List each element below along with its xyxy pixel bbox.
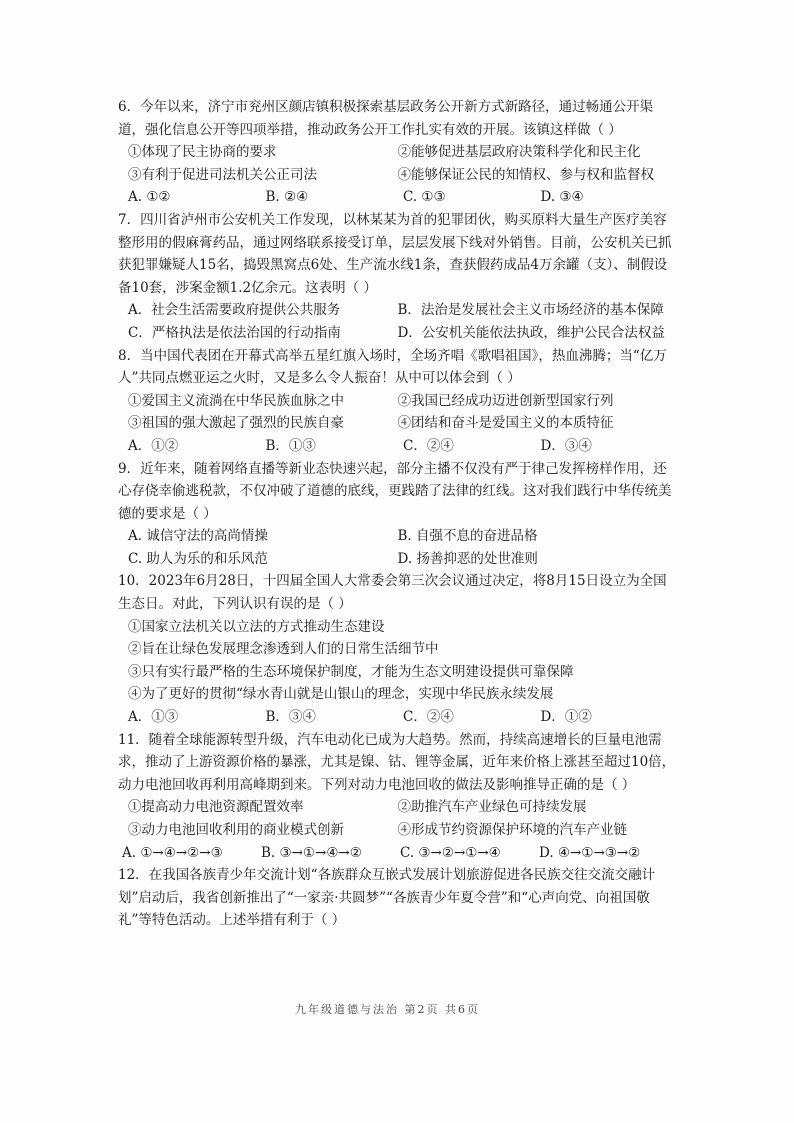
- statement-2: ②能够促进基层政府决策科学化和民主化: [397, 144, 641, 161]
- option-b[interactable]: B．③④: [265, 709, 316, 726]
- option-d[interactable]: D．①②: [540, 709, 592, 726]
- option-c[interactable]: C．②④: [403, 709, 454, 726]
- question-11-statements-row-2: [118, 819, 678, 842]
- statement-2: ②我国已经成功迈进创新型国家行列: [397, 392, 614, 409]
- question-6-stem: 6．今年以来，济宁市兖州区颜店镇积极探索基层政务公开新方式新路径，通过畅通公开渠道，强化信息公开等四项举措，推动政务公开工作扎实有效的开展。该镇这样做（ ）: [118, 99, 654, 138]
- statement-2: ②助推汽车产业绿色可持续发展: [397, 799, 587, 816]
- question-7-options-row-1: [118, 299, 678, 322]
- question-6-options: [118, 186, 678, 209]
- question-7: [118, 209, 678, 299]
- statement-3: ③动力电池回收利用的商业模式创新: [128, 822, 344, 838]
- option-a[interactable]: A. 诚信守法的高尚情操: [128, 528, 268, 545]
- option-b[interactable]: B. 自强不息的奋进品格: [397, 528, 538, 545]
- question-8: [118, 345, 678, 390]
- statement-4: ④为了更好的贯彻“绿水青山就是山银山的理念，实现中华民族永续发展: [128, 686, 554, 703]
- option-c[interactable]: C．②④: [403, 437, 454, 454]
- question-list: [118, 96, 678, 932]
- page-footer: 九年级道德与法治 第2页 共6页: [295, 1003, 480, 1016]
- option-d[interactable]: D. ③④: [540, 189, 584, 206]
- option-c[interactable]: C. 助人为乐的和乐风范: [128, 550, 268, 567]
- question-9-stem: 9．近年来，随着网络直播等新业态快速兴起，部分主播不仅没有严于律己发挥榜样作用，还心存侥幸偷逃税款，不仅冲破了道德的底线，更践踏了法律的红线。这对我们践行中华传统美德的要求是（ ）: [118, 460, 672, 522]
- option-b[interactable]: B．①③: [265, 437, 316, 454]
- option-d[interactable]: D．③④: [540, 437, 592, 454]
- option-c[interactable]: C. ①③: [403, 189, 446, 206]
- statement-4: ④形成节约资源保护环境的汽车产业链: [397, 822, 627, 838]
- option-b[interactable]: B．法治是发展社会主义市场经济的基本保障: [397, 302, 664, 319]
- question-9-options-row-1: [118, 525, 678, 548]
- question-8-options: [118, 435, 678, 458]
- option-d[interactable]: D．公安机关能依法执政，维护公民合法权益: [397, 324, 665, 341]
- question-11: [118, 729, 678, 797]
- statement-1: ①爱国主义流淌在中华民族血脉之中: [128, 392, 344, 409]
- option-a[interactable]: A．社会生活需要政府提供公共服务: [128, 302, 341, 319]
- statement-1: ①提高动力电池资源配置效率: [128, 799, 304, 816]
- statement-3: ③祖国的强大激起了强烈的民族自豪: [128, 415, 344, 432]
- question-10: [118, 570, 678, 615]
- question-6-statements-row-2: [118, 164, 678, 187]
- statement-1: ①国家立法机关以立法的方式推动生态建设: [128, 618, 385, 635]
- question-11-options: [118, 842, 678, 865]
- question-10-stem: 10．2023年6月28日，十四届全国人大常委会第三次会议通过决定，将8月15日设立为全国生态日。对此，下列认识有误的是（ ）: [118, 573, 667, 613]
- option-c[interactable]: C．严格执法是依法治国的行动指南: [128, 324, 341, 341]
- option-a[interactable]: A. ①②: [128, 189, 171, 206]
- statement-2: ②旨在让绿色发展理念渗透到人们的日常生活细节中: [128, 641, 439, 658]
- question-6: [118, 96, 678, 141]
- statement-4: ④团结和奋斗是爱国主义的本质特征: [397, 415, 614, 432]
- question-7-stem: 7．四川省泸州市公安机关工作发现，以林某某为首的犯罪团伙，购买原料大量生产医疗美容整形用的假麻膏药品，通过网络联系接受订单，层层发展下线对外销售。目前，公安机关已抓获犯罪嫌疑人15名，捣毁黑窝点6处、生产流水线1条，查获假药成品4万余罐（支）、制假设备10套，涉案金额1.2亿余元。这表明（ ）: [118, 211, 672, 296]
- statement-4: ④能够保证公民的知情权、参与权和监督权: [397, 166, 654, 183]
- question-12-stem: 12．在我国各族青少年交流计划“各族群众互嵌式发展计划旅游促进各民族交往交流交融计划”启动后，我省创新推出了“一家亲·共圆梦”“各族青少年夏令营”和“心声向党、向祖国敬礼”等特色活动。上述举措有利于（ ）: [118, 867, 656, 929]
- question-11-stem: 11．随着全球能源转型升级，汽车电动化已成为大趋势。然而，持续高速增长的巨量电池需求，推动了上游资源价格的暴涨，尤其是镍、钴、锂等金属，近年来价格上涨甚至超过10倍，动力电池回收再利用高峰期到来。下列对动力电池回收的做法及影响推导正确的是（ ）: [118, 731, 676, 793]
- question-8-statements-row-2: [118, 412, 678, 435]
- option-d[interactable]: D. ④→①→③→②: [539, 844, 641, 861]
- question-6-statements-row-1: [118, 141, 678, 164]
- option-b[interactable]: B. ②④: [265, 189, 309, 206]
- statement-3: ③只有实行最严格的生态环境保护制度，才能为生态文明建设提供可靠保障: [128, 663, 574, 680]
- question-10-options: [118, 706, 678, 729]
- option-c[interactable]: C. ③→②→①→④: [400, 844, 501, 861]
- option-b[interactable]: B. ③→①→④→②: [261, 844, 362, 861]
- question-9: [118, 458, 678, 526]
- option-a[interactable]: A. ①→④→②→③: [122, 844, 223, 861]
- statement-1: ①体现了民主协商的要求: [128, 144, 277, 161]
- question-7-options-row-2: [118, 322, 678, 345]
- option-d[interactable]: D. 扬善抑恶的处世准则: [397, 550, 538, 567]
- question-8-stem: 8．当中国代表团在开幕式高举五星红旗入场时，全场齐唱《歌唱祖国》，热血沸腾；当“亿万人”共同点燃亚运之火时，又是多么令人振奋！从中可以体会到（ ）: [118, 347, 667, 387]
- option-a[interactable]: A．①②: [128, 437, 179, 454]
- option-a[interactable]: A．①③: [128, 709, 179, 726]
- question-11-statements-row-1: [118, 796, 678, 819]
- statement-3: ③有利于促进司法机关公正司法: [128, 166, 317, 183]
- question-9-options-row-2: [118, 548, 678, 571]
- question-12: [118, 864, 678, 932]
- question-8-statements-row-1: [118, 390, 678, 413]
